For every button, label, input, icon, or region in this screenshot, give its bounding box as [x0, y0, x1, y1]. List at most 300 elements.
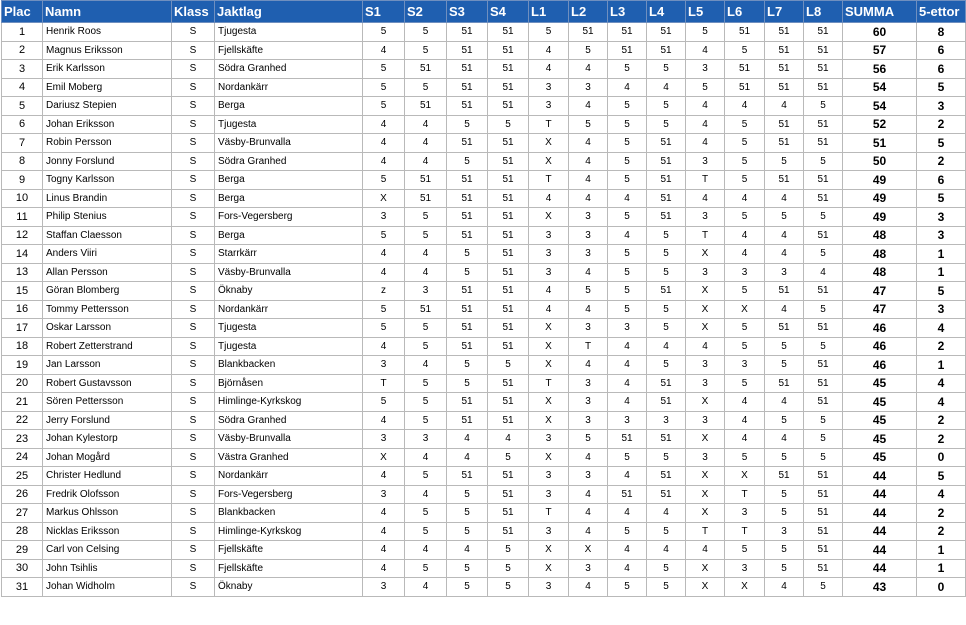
cell-s1: 4 [363, 504, 405, 523]
cell-5-ettor: 4 [917, 374, 966, 393]
cell-s3: 51 [447, 189, 488, 208]
cell-s3: 51 [447, 393, 488, 412]
cell-s4: 51 [488, 282, 529, 301]
cell-l2: 4 [569, 300, 608, 319]
cell-klass: S [172, 578, 215, 597]
cell-s2: 5 [405, 374, 447, 393]
cell-l4: 5 [647, 97, 686, 116]
cell-s4: 51 [488, 152, 529, 171]
cell-s4: 51 [488, 23, 529, 42]
cell-5-ettor: 6 [917, 41, 966, 60]
cell-s2: 5 [405, 467, 447, 486]
cell-jaktlag: Västra Granhed [215, 448, 363, 467]
cell-l6: 51 [725, 23, 765, 42]
cell-l6: X [725, 467, 765, 486]
cell-plac: 21 [2, 393, 43, 412]
cell-jaktlag: Blankbacken [215, 504, 363, 523]
cell-s3: 51 [447, 208, 488, 227]
cell-l4: 3 [647, 411, 686, 430]
cell-l8: 5 [804, 152, 843, 171]
cell-s4: 51 [488, 467, 529, 486]
cell-l2: 4 [569, 578, 608, 597]
cell-l4: 51 [647, 134, 686, 153]
cell-l1: 3 [529, 430, 569, 449]
cell-plac: 30 [2, 559, 43, 578]
cell-s4: 51 [488, 393, 529, 412]
cell-l8: 51 [804, 393, 843, 412]
cell-namn: Carl von Celsing [43, 541, 172, 560]
cell-l5: 4 [686, 41, 725, 60]
cell-s3: 4 [447, 430, 488, 449]
cell-l7: 5 [765, 152, 804, 171]
table-row [2, 300, 966, 319]
cell-l3: 4 [608, 541, 647, 560]
table-row [2, 97, 966, 116]
cell-namn: Fredrik Olofsson [43, 485, 172, 504]
table-row [2, 134, 966, 153]
cell-l7: 51 [765, 134, 804, 153]
cell-5-ettor: 1 [917, 263, 966, 282]
cell-s4: 51 [488, 78, 529, 97]
cell-s2: 5 [405, 393, 447, 412]
cell-s4: 5 [488, 578, 529, 597]
cell-klass: S [172, 374, 215, 393]
cell-plac: 14 [2, 245, 43, 264]
cell-l3: 4 [608, 374, 647, 393]
cell-summa: 54 [843, 78, 917, 97]
cell-l7: 5 [765, 411, 804, 430]
cell-jaktlag: Öknaby [215, 282, 363, 301]
cell-l1: 3 [529, 78, 569, 97]
table-row [2, 559, 966, 578]
cell-s3: 5 [447, 522, 488, 541]
cell-jaktlag: Södra Granhed [215, 152, 363, 171]
cell-s1: 5 [363, 226, 405, 245]
cell-summa: 46 [843, 356, 917, 375]
cell-l7: 4 [765, 430, 804, 449]
cell-l7: 3 [765, 263, 804, 282]
cell-jaktlag: Fors-Vegersberg [215, 485, 363, 504]
table-row [2, 23, 966, 42]
cell-s1: 5 [363, 78, 405, 97]
cell-l1: 3 [529, 485, 569, 504]
cell-namn: Henrik Roos [43, 23, 172, 42]
cell-l1: 4 [529, 282, 569, 301]
cell-s2: 4 [405, 263, 447, 282]
cell-s1: 5 [363, 300, 405, 319]
cell-l1: 4 [529, 60, 569, 79]
cell-s1: 3 [363, 430, 405, 449]
cell-jaktlag: Tjugesta [215, 337, 363, 356]
cell-klass: S [172, 208, 215, 227]
cell-s4: 51 [488, 319, 529, 338]
cell-l5: 3 [686, 411, 725, 430]
cell-l8: 51 [804, 115, 843, 134]
table-row [2, 504, 966, 523]
cell-s1: 4 [363, 152, 405, 171]
table-row [2, 578, 966, 597]
cell-s2: 4 [405, 541, 447, 560]
cell-plac: 7 [2, 134, 43, 153]
cell-l8: 51 [804, 41, 843, 60]
cell-l1: X [529, 356, 569, 375]
cell-namn: Jerry Forslund [43, 411, 172, 430]
cell-l2: 3 [569, 78, 608, 97]
cell-s1: 4 [363, 337, 405, 356]
cell-l5: X [686, 504, 725, 523]
cell-l4: 5 [647, 522, 686, 541]
cell-l6: 4 [725, 226, 765, 245]
cell-l6: 4 [725, 97, 765, 116]
cell-s4: 51 [488, 171, 529, 190]
cell-l8: 51 [804, 60, 843, 79]
cell-5-ettor: 5 [917, 134, 966, 153]
cell-summa: 44 [843, 467, 917, 486]
cell-namn: Emil Moberg [43, 78, 172, 97]
cell-l1: X [529, 448, 569, 467]
cell-l1: T [529, 115, 569, 134]
table-row [2, 356, 966, 375]
column-header-l3: L3 [608, 1, 647, 23]
cell-summa: 48 [843, 226, 917, 245]
cell-l1: X [529, 393, 569, 412]
cell-l2: 3 [569, 467, 608, 486]
cell-5-ettor: 2 [917, 115, 966, 134]
cell-l6: 5 [725, 282, 765, 301]
column-header-plac: Plac [2, 1, 43, 23]
cell-s4: 51 [488, 208, 529, 227]
cell-s4: 51 [488, 485, 529, 504]
cell-l7: 4 [765, 189, 804, 208]
cell-s3: 5 [447, 504, 488, 523]
cell-s2: 4 [405, 356, 447, 375]
cell-l2: 4 [569, 134, 608, 153]
cell-l2: 3 [569, 319, 608, 338]
cell-summa: 44 [843, 559, 917, 578]
cell-l3: 3 [608, 411, 647, 430]
cell-klass: S [172, 189, 215, 208]
cell-l7: 5 [765, 356, 804, 375]
cell-l7: 51 [765, 115, 804, 134]
cell-plac: 12 [2, 226, 43, 245]
cell-summa: 56 [843, 60, 917, 79]
cell-s2: 3 [405, 430, 447, 449]
cell-plac: 29 [2, 541, 43, 560]
table-row [2, 115, 966, 134]
table-row [2, 41, 966, 60]
cell-l4: 4 [647, 541, 686, 560]
column-header-l8: L8 [804, 1, 843, 23]
cell-namn: Göran Blomberg [43, 282, 172, 301]
cell-l7: 5 [765, 485, 804, 504]
cell-l8: 5 [804, 448, 843, 467]
cell-5-ettor: 2 [917, 504, 966, 523]
cell-l6: 5 [725, 171, 765, 190]
cell-l5: X [686, 393, 725, 412]
cell-s2: 51 [405, 300, 447, 319]
cell-l8: 51 [804, 189, 843, 208]
cell-s4: 51 [488, 411, 529, 430]
cell-5-ettor: 5 [917, 78, 966, 97]
cell-namn: Philip Stenius [43, 208, 172, 227]
cell-l7: 3 [765, 522, 804, 541]
cell-summa: 44 [843, 522, 917, 541]
cell-s4: 51 [488, 522, 529, 541]
cell-l1: X [529, 559, 569, 578]
cell-l2: 5 [569, 115, 608, 134]
cell-l8: 5 [804, 208, 843, 227]
cell-s4: 4 [488, 430, 529, 449]
cell-klass: S [172, 226, 215, 245]
cell-namn: Oskar Larsson [43, 319, 172, 338]
cell-plac: 16 [2, 300, 43, 319]
cell-l2: 3 [569, 411, 608, 430]
cell-l8: 51 [804, 374, 843, 393]
column-header-l1: L1 [529, 1, 569, 23]
cell-summa: 54 [843, 97, 917, 116]
cell-l2: 4 [569, 171, 608, 190]
cell-5-ettor: 1 [917, 541, 966, 560]
cell-s2: 3 [405, 282, 447, 301]
cell-plac: 8 [2, 152, 43, 171]
cell-jaktlag: Väsby-Brunvalla [215, 134, 363, 153]
cell-l2: 51 [569, 23, 608, 42]
cell-l2: 5 [569, 282, 608, 301]
cell-jaktlag: Nordankärr [215, 300, 363, 319]
cell-namn: Staffan Claesson [43, 226, 172, 245]
cell-l2: 3 [569, 208, 608, 227]
cell-plac: 1 [2, 23, 43, 42]
cell-l2: 4 [569, 356, 608, 375]
cell-klass: S [172, 115, 215, 134]
cell-l1: X [529, 208, 569, 227]
cell-s1: 4 [363, 134, 405, 153]
cell-l5: 5 [686, 23, 725, 42]
cell-s1: 4 [363, 411, 405, 430]
cell-plac: 18 [2, 337, 43, 356]
cell-s3: 5 [447, 245, 488, 264]
cell-l6: 5 [725, 374, 765, 393]
column-header-s3: S3 [447, 1, 488, 23]
cell-s2: 5 [405, 208, 447, 227]
cell-l1: T [529, 504, 569, 523]
table-row [2, 541, 966, 560]
table-body [2, 23, 966, 597]
cell-l7: 5 [765, 541, 804, 560]
cell-l7: 4 [765, 97, 804, 116]
cell-klass: S [172, 282, 215, 301]
cell-l5: X [686, 578, 725, 597]
cell-plac: 22 [2, 411, 43, 430]
cell-s2: 5 [405, 23, 447, 42]
cell-namn: Allan Persson [43, 263, 172, 282]
table-row [2, 263, 966, 282]
cell-5-ettor: 1 [917, 245, 966, 264]
cell-namn: Dariusz Stepien [43, 97, 172, 116]
cell-s4: 51 [488, 60, 529, 79]
cell-s4: 51 [488, 504, 529, 523]
cell-s3: 5 [447, 485, 488, 504]
cell-l3: 4 [608, 504, 647, 523]
cell-s1: 5 [363, 319, 405, 338]
cell-klass: S [172, 78, 215, 97]
cell-l5: 4 [686, 115, 725, 134]
cell-l2: 4 [569, 97, 608, 116]
cell-5-ettor: 6 [917, 60, 966, 79]
cell-plac: 4 [2, 78, 43, 97]
cell-l4: 51 [647, 152, 686, 171]
cell-5-ettor: 1 [917, 356, 966, 375]
table-row [2, 60, 966, 79]
cell-5-ettor: 1 [917, 559, 966, 578]
cell-l4: 51 [647, 208, 686, 227]
cell-l8: 4 [804, 263, 843, 282]
cell-l7: 51 [765, 78, 804, 97]
cell-namn: Johan Eriksson [43, 115, 172, 134]
cell-l7: 51 [765, 171, 804, 190]
cell-s4: 51 [488, 245, 529, 264]
cell-l6: 5 [725, 134, 765, 153]
cell-l8: 51 [804, 134, 843, 153]
cell-summa: 51 [843, 134, 917, 153]
cell-l8: 51 [804, 541, 843, 560]
cell-l3: 4 [608, 393, 647, 412]
table-row [2, 152, 966, 171]
cell-plac: 9 [2, 171, 43, 190]
cell-l3: 5 [608, 60, 647, 79]
cell-l8: 51 [804, 78, 843, 97]
cell-namn: Robert Zetterstrand [43, 337, 172, 356]
cell-namn: Christer Hedlund [43, 467, 172, 486]
cell-l1: T [529, 374, 569, 393]
column-header-namn: Namn [43, 1, 172, 23]
cell-l4: 5 [647, 319, 686, 338]
cell-s4: 5 [488, 541, 529, 560]
cell-l4: 5 [647, 448, 686, 467]
cell-klass: S [172, 541, 215, 560]
cell-l7: 5 [765, 559, 804, 578]
cell-l6: 5 [725, 448, 765, 467]
cell-l4: 5 [647, 356, 686, 375]
cell-l4: 51 [647, 374, 686, 393]
table-row [2, 226, 966, 245]
cell-5-ettor: 6 [917, 171, 966, 190]
table-row [2, 522, 966, 541]
cell-l6: 5 [725, 152, 765, 171]
cell-l5: 3 [686, 374, 725, 393]
cell-plac: 15 [2, 282, 43, 301]
cell-l7: 4 [765, 245, 804, 264]
cell-l2: 4 [569, 448, 608, 467]
table-row [2, 189, 966, 208]
cell-l1: 3 [529, 245, 569, 264]
cell-s2: 5 [405, 226, 447, 245]
cell-l5: 3 [686, 448, 725, 467]
cell-s3: 51 [447, 78, 488, 97]
cell-klass: S [172, 430, 215, 449]
cell-namn: Linus Brandin [43, 189, 172, 208]
cell-l3: 5 [608, 171, 647, 190]
cell-klass: S [172, 60, 215, 79]
cell-namn: Robert Gustavsson [43, 374, 172, 393]
cell-l1: 3 [529, 97, 569, 116]
cell-l5: X [686, 245, 725, 264]
cell-l3: 5 [608, 152, 647, 171]
cell-l2: 4 [569, 504, 608, 523]
table-row [2, 393, 966, 412]
cell-l5: 3 [686, 356, 725, 375]
cell-plac: 6 [2, 115, 43, 134]
cell-plac: 20 [2, 374, 43, 393]
cell-l2: 4 [569, 189, 608, 208]
cell-jaktlag: Himlinge-Kyrkskog [215, 522, 363, 541]
cell-summa: 45 [843, 411, 917, 430]
cell-s1: 4 [363, 263, 405, 282]
cell-l6: 3 [725, 559, 765, 578]
cell-s2: 4 [405, 448, 447, 467]
cell-jaktlag: Fjellskäfte [215, 41, 363, 60]
cell-l2: 4 [569, 522, 608, 541]
cell-s1: 5 [363, 393, 405, 412]
cell-l6: 5 [725, 208, 765, 227]
cell-s1: 3 [363, 208, 405, 227]
cell-klass: S [172, 485, 215, 504]
cell-l1: 4 [529, 300, 569, 319]
cell-l1: 3 [529, 522, 569, 541]
cell-s3: 51 [447, 411, 488, 430]
cell-summa: 48 [843, 245, 917, 264]
cell-5-ettor: 2 [917, 152, 966, 171]
cell-l4: 5 [647, 245, 686, 264]
cell-l7: 4 [765, 578, 804, 597]
table-row [2, 319, 966, 338]
cell-s1: 3 [363, 578, 405, 597]
cell-klass: S [172, 300, 215, 319]
cell-s3: 5 [447, 559, 488, 578]
cell-jaktlag: Nordankärr [215, 467, 363, 486]
cell-l3: 5 [608, 208, 647, 227]
cell-l6: 4 [725, 430, 765, 449]
cell-l8: 51 [804, 504, 843, 523]
cell-l3: 4 [608, 337, 647, 356]
cell-s2: 51 [405, 60, 447, 79]
cell-5-ettor: 2 [917, 337, 966, 356]
cell-s3: 51 [447, 226, 488, 245]
cell-l7: 51 [765, 41, 804, 60]
cell-klass: S [172, 319, 215, 338]
cell-l8: 5 [804, 411, 843, 430]
table-row [2, 282, 966, 301]
table-row [2, 245, 966, 264]
cell-s3: 51 [447, 23, 488, 42]
cell-l1: 5 [529, 23, 569, 42]
cell-l2: X [569, 541, 608, 560]
table-row [2, 78, 966, 97]
cell-l3: 5 [608, 522, 647, 541]
cell-l2: 4 [569, 485, 608, 504]
cell-l3: 4 [608, 226, 647, 245]
cell-jaktlag: Nordankärr [215, 78, 363, 97]
cell-s1: 4 [363, 541, 405, 560]
cell-summa: 45 [843, 430, 917, 449]
cell-s1: 4 [363, 41, 405, 60]
cell-l2: 5 [569, 41, 608, 60]
column-header-s1: S1 [363, 1, 405, 23]
cell-s1: 5 [363, 23, 405, 42]
cell-l3: 4 [608, 559, 647, 578]
cell-l2: 4 [569, 60, 608, 79]
cell-l8: 51 [804, 171, 843, 190]
